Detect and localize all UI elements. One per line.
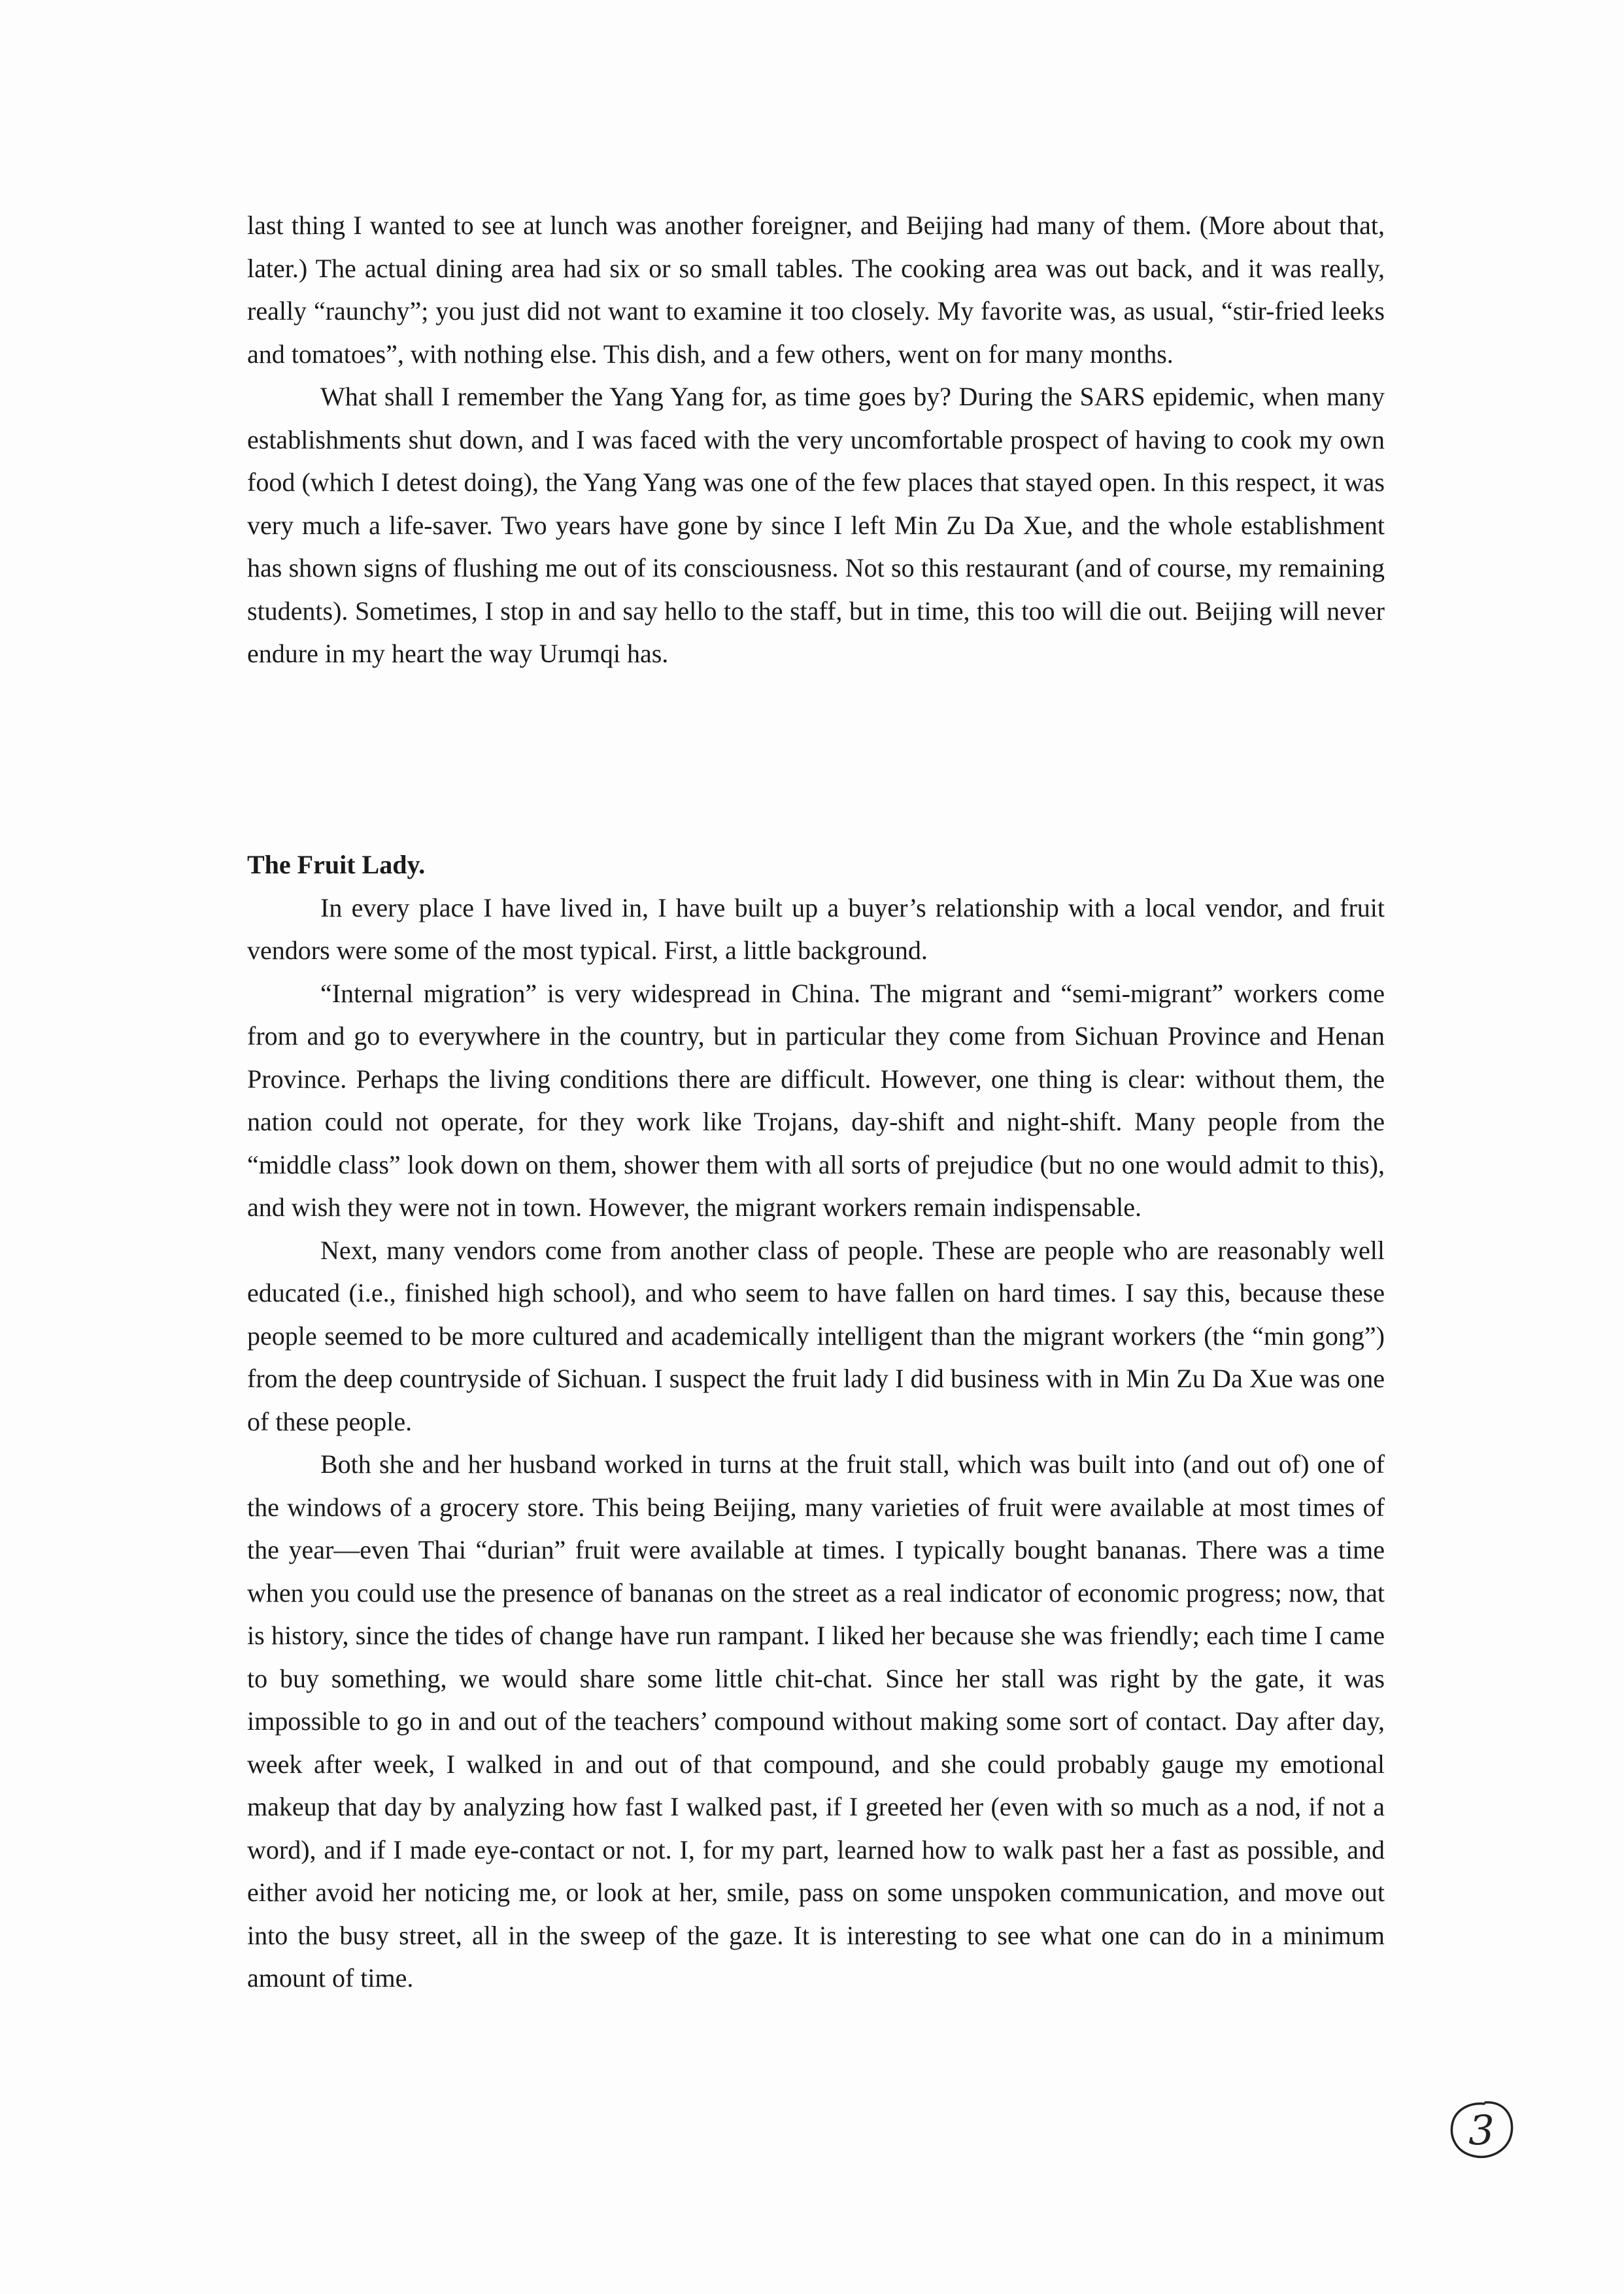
page-number-label: 3 — [1468, 2106, 1495, 2154]
page-number — [1446, 2097, 1517, 2163]
paragraph-yang-yang: What shall I remember the Yang Yang for, as time goes by? During the SARS epidemic, when many establishments shut down, and I was faced with the very uncomfortable prospect of having to cook my own food (which I detest doing), the Yang Yang was one of the few places that stayed open. In this respect, it was very much a life-saver. Two years have gone by since I left Min Zu Da Xue, and the whole establishment has shown signs of flushing me out of its consciousness. Not so this restaurant (and of course, my remaining students). Sometimes, I stop in and say hello to the staff, but in time, this too will die out. Beijing will never endure in my heart the way Urumqi has. — [247, 382, 1385, 668]
paragraph-vendor-intro: In every place I have lived in, I have built up a buyer’s relationship with a local vendor, and fruit vendors were some of the most typical. First, a little background. — [247, 892, 1385, 965]
section-heading: The Fruit Lady. — [247, 850, 426, 879]
paragraph-continued: last thing I wanted to see at lunch was another foreigner, and Beijing had many of them. (More about that, later.) The actual dining area had six or so small tables. The cooking area was out back, and it was really, really “raunchy”; you just did not want to examine it too closely. My favorite was, as usual, “stir-fried leeks and tomatoes”, with nothing else. This dish, and a few others, went on for many months. — [247, 211, 1385, 369]
text-block-continued — [247, 204, 1385, 675]
paragraph-vendor-class: Next, many vendors come from another class of people. These are people who are reasonably well educated (i.e., finished high school), and who seem to have fallen on hard times. I say this, because these people seemed to be more cultured and academically intelligent than the migrant workers (the “min gong”) from the deep countryside of Sichuan. I suspect the fruit lady I did business with in Min Zu Da Xue was one of these people. — [247, 1235, 1385, 1436]
section-fruit-lady — [247, 843, 1385, 2000]
paragraph-internal-migration: “Internal migration” is very widespread in China. The migrant and “semi-migrant” workers come from and go to everywhere in the country, but in particular they come from Sichuan Province and Henan Province. Perhaps the living conditions there are difficult. However, one thing is clear: without them, the nation could not operate, for they work like Trojans, day-shift and night-shift. Many people from the “middle class” look down on them, shower them with all sorts of prejudice (but no one would admit to this), and wish they were not in town. However, the migrant workers remain indispensable. — [247, 978, 1385, 1222]
paragraph-fruit-stall: Both she and her husband worked in turns at the fruit stall, which was built into (and out of) one of the windows of a grocery store. This being Beijing, many varieties of fruit were available at most times of the year—even Thai “durian” fruit were available at times. I typically bought bananas. There was a time when you could use the presence of bananas on the street as a real indicator of economic progress; now, that is history, since the tides of change have run rampant. I liked her because she was friendly; each time I came to buy something, we would share some little chit-chat. Since her stall was right by the gate, it was impossible to go in and out of the teachers’ compound without making some sort of contact. Day after day, week after week, I walked in and out of that compound, and she could probably gauge my emotional makeup that day by analyzing how fast I walked past, if I greeted her (even with so much as a nod, if not a word), and if I made eye-contact or not. I, for my part, learned how to walk past her a fast as possible, and either avoid her noticing me, or look at her, smile, pass on some unspoken communication, and move out into the busy street, all in the sweep of the gaze. It is interesting to see what one can do in a minimum amount of time. — [247, 1449, 1385, 1993]
